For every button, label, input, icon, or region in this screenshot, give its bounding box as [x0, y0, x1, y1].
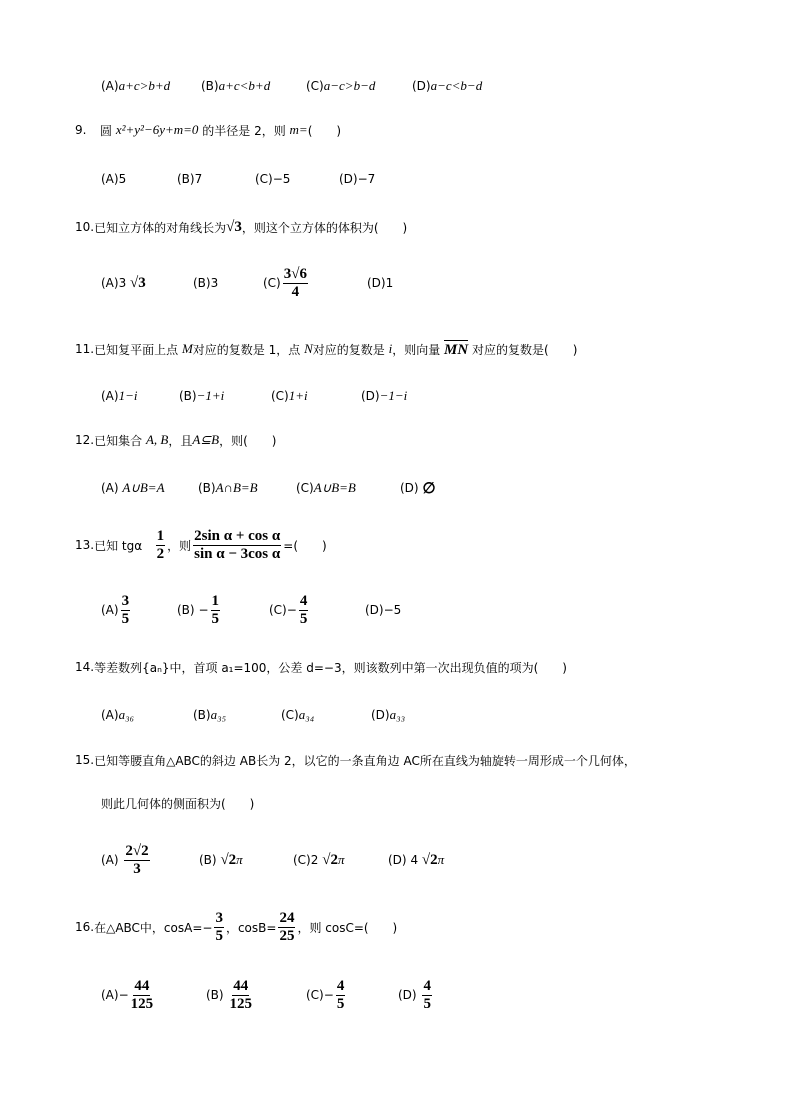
q12-stem [75, 420, 277, 460]
fraction [193, 528, 281, 563]
denominator: 5 [299, 610, 308, 627]
q10-options [101, 263, 393, 303]
root: √2 [220, 851, 237, 868]
denominator: 2 [156, 545, 165, 562]
q12-options [101, 468, 436, 508]
option [296, 480, 400, 496]
q15-stem-line2 [101, 783, 254, 823]
numerator: 4 [299, 592, 308, 609]
stem-text: ，cosB= [225, 920, 277, 935]
numerator: 3 [215, 909, 223, 926]
numerator: 2√2 [125, 842, 149, 859]
numerator: 3 [121, 592, 130, 609]
denominator: 5 [121, 610, 130, 627]
option-label: (A) [101, 276, 119, 290]
q15-options [101, 840, 444, 880]
option-text: a₃₃ [389, 707, 406, 722]
stem-text: 对应的复数是 1，点 [192, 342, 301, 357]
option-text: a−c<b−d [430, 78, 483, 93]
option [193, 276, 263, 290]
option-text: A∩B=B [215, 480, 258, 495]
option-text: π [236, 852, 243, 867]
q8-options [101, 66, 482, 106]
option-label: (A) [101, 389, 119, 403]
option-text: −5 [272, 172, 291, 186]
q16-options [101, 975, 434, 1015]
numerator: 3√6 [283, 265, 307, 282]
denominator: 125 [229, 995, 252, 1012]
denominator: 5 [215, 927, 223, 944]
option-label: (B) [193, 276, 211, 290]
option [179, 388, 271, 404]
fraction [229, 978, 252, 1013]
stem-text: 已知等腰直角△ABC的斜边 AB长为 2，以它的一条直角边 AC所在直线为轴旋转一周形成一个几何体， [94, 753, 636, 768]
fraction [278, 910, 295, 945]
question-number: 15. [75, 753, 95, 767]
option [101, 707, 193, 723]
option-text: 1−i [118, 388, 138, 403]
question-number: 16. [75, 920, 95, 934]
variable: A⊆B [192, 432, 220, 447]
denominator: 5 [336, 995, 345, 1012]
question-number: 14. [75, 660, 95, 674]
q13-stem [75, 525, 327, 565]
option-text: π [337, 852, 345, 867]
q16-stem [75, 907, 397, 947]
option-label: (D) [371, 708, 390, 722]
option-label: (D) [398, 988, 417, 1002]
variable: m= [289, 122, 308, 137]
numerator: 4 [423, 977, 431, 994]
option-label: (B) [201, 79, 219, 93]
empty-set: ∅ [422, 480, 436, 497]
numerator: 2sin α + cos α [194, 527, 281, 544]
sign: − [198, 603, 209, 617]
option-label: (C) [306, 988, 324, 1002]
denominator: 3 [133, 860, 141, 877]
option-label: (A) [101, 603, 119, 617]
option [400, 479, 436, 498]
q15-stem [75, 740, 636, 780]
denominator: 125 [130, 995, 154, 1012]
option-label: (C) [269, 603, 287, 617]
option-label: (A) [101, 172, 119, 186]
option [206, 978, 306, 1013]
option-text: −7 [357, 172, 376, 186]
option-text: 7 [194, 172, 203, 186]
stem-text: 则此几何体的侧面积为( ) [101, 796, 255, 811]
stem-text: ，且 [168, 433, 193, 448]
variable: i [388, 341, 393, 356]
option [271, 388, 361, 404]
option [101, 275, 193, 292]
option-label: (A) [101, 853, 119, 867]
option [101, 843, 199, 878]
fraction [124, 843, 149, 878]
variable: N [304, 341, 313, 356]
option [306, 978, 398, 1013]
option-text: 1+i [288, 388, 308, 403]
fraction [422, 978, 432, 1013]
fraction [299, 593, 309, 628]
option-label: (B) [179, 389, 197, 403]
option [101, 978, 206, 1013]
stem-text: 对应的复数是( ) [472, 342, 578, 357]
option-label: (C) [306, 79, 324, 93]
option [101, 388, 179, 404]
option-label: (B) [199, 853, 217, 867]
option-label: (B) [193, 708, 211, 722]
option [367, 276, 393, 290]
option-label: (A) [101, 481, 119, 495]
option-text: −1−i [379, 388, 408, 403]
question-number: 13. [75, 538, 95, 552]
option-text: −1+i [196, 388, 225, 403]
q14-options [101, 695, 405, 735]
fraction [131, 978, 154, 1013]
option-label: (C) [271, 389, 289, 403]
numerator: 44 [233, 977, 249, 994]
option-label: (C) [293, 853, 311, 867]
option-text: a+c<b+d [218, 78, 271, 93]
option-text: A∪B=A [122, 480, 165, 495]
option [255, 172, 339, 186]
root: √2 [322, 851, 338, 868]
stem-text: 已知复平面上点 [94, 342, 179, 357]
option-text: a₃₅ [210, 707, 227, 722]
option [263, 266, 367, 301]
option [365, 603, 401, 617]
root: √3 [130, 274, 146, 291]
option [361, 388, 407, 404]
question-number: 10. [75, 220, 95, 234]
sign: − [323, 988, 334, 1002]
stem-text: ，则 cosC=( ) [297, 920, 398, 935]
denominator: 25 [279, 927, 295, 944]
numerator: 1 [156, 527, 165, 544]
option-text: −5 [383, 603, 402, 617]
option-label: (B) [198, 481, 216, 495]
fraction [211, 593, 221, 628]
stem-text: ，则这个立方体的体积为( ) [241, 220, 408, 235]
option-label: (D) [367, 276, 386, 290]
stem-text: 的半径是 2，则 [202, 123, 286, 138]
option [177, 593, 269, 628]
numerator: 24 [279, 909, 295, 926]
stem-text: ，则向量 [392, 342, 441, 357]
q13-options [101, 590, 401, 630]
option-label: (D) [339, 172, 358, 186]
q9-stem [75, 110, 341, 150]
option-text: a+c>b+d [118, 78, 171, 93]
option-label: (D) [365, 603, 384, 617]
q10-stem [75, 207, 407, 247]
variable: M [181, 341, 193, 356]
option-label: (C) [281, 708, 299, 722]
question-number: 12. [75, 433, 95, 447]
q11-stem [75, 329, 577, 369]
option-label: (B) [177, 603, 195, 617]
sign: − [286, 603, 297, 617]
stem-text: 等差数列{aₙ}中，首项 a₁=100，公差 d=−3，则该数列中第一次出现负值的项为( ) [94, 660, 567, 675]
variable: A, B [145, 432, 169, 447]
option-label: (A) [101, 79, 119, 93]
option [198, 480, 296, 496]
q9-options [101, 159, 375, 199]
option-label: (C) [255, 172, 273, 186]
option [177, 172, 255, 186]
denominator: 5 [211, 610, 219, 627]
root: √2 [421, 851, 438, 868]
option [269, 593, 365, 628]
stem-text: 在△ABC中，cosA=− [94, 920, 213, 935]
denominator: 5 [423, 995, 431, 1012]
option [339, 172, 375, 186]
root: √3 [226, 218, 242, 235]
option [193, 707, 281, 723]
numerator: 4 [336, 977, 345, 994]
option [101, 593, 177, 628]
option-text: 1 [385, 276, 394, 290]
option [398, 978, 434, 1013]
option-label: (C) [296, 481, 314, 495]
option [281, 707, 371, 723]
fraction [156, 528, 166, 563]
equation: x²+y²−6y+m=0 [115, 122, 199, 137]
option-label: (D) [412, 79, 431, 93]
question-number: 9. [75, 123, 87, 137]
option [293, 852, 388, 869]
q11-options [101, 376, 407, 416]
fraction [336, 978, 346, 1013]
option-text: A∪B=B [313, 480, 356, 495]
option-label: (C) [263, 276, 281, 290]
option-text: π [437, 852, 445, 867]
stem-text: 对应的复数是 [312, 342, 385, 357]
denominator: sin α − 3cos α [194, 545, 281, 562]
option-label: (D) [361, 389, 380, 403]
option-text: a₃₆ [118, 707, 135, 722]
option [371, 707, 405, 723]
stem-text: 已知立方体的对角线长为 [94, 220, 227, 235]
option-text: 3 [118, 276, 127, 290]
fraction [283, 266, 308, 301]
option [388, 852, 444, 869]
option-label: (A) [101, 988, 119, 1002]
denominator: 4 [291, 283, 300, 300]
answer-blank: ( ) [307, 123, 342, 138]
option-text: 3 [210, 276, 219, 290]
option-text: a₃₄ [298, 707, 315, 722]
coefficient: 4 [410, 853, 419, 867]
question-number: 11. [75, 342, 95, 356]
answer-blank: =( ) [283, 538, 327, 553]
stem-text: 已知 tgα [94, 538, 143, 553]
option-label: (D) [388, 853, 407, 867]
option [101, 480, 198, 496]
option-label: (D) [400, 481, 419, 495]
stem-text: 已知集合 [94, 433, 143, 448]
stem-text: ，则 [167, 538, 192, 553]
numerator: 44 [134, 977, 150, 994]
vector: MN [444, 341, 469, 358]
option [101, 172, 177, 186]
option-text: 5 [118, 172, 127, 186]
sign: − [118, 988, 129, 1002]
q14-stem [75, 647, 567, 687]
option-label: (A) [101, 708, 119, 722]
option-text: a−c>b−d [323, 78, 376, 93]
stem-text: 圆 [100, 123, 113, 138]
option [199, 852, 293, 869]
fraction [121, 593, 131, 628]
fraction [214, 910, 224, 945]
stem-text: ，则( ) [219, 433, 277, 448]
option-label: (B) [206, 988, 224, 1002]
coefficient: 2 [310, 853, 319, 867]
option-label: (B) [177, 172, 195, 186]
numerator: 1 [211, 592, 219, 609]
